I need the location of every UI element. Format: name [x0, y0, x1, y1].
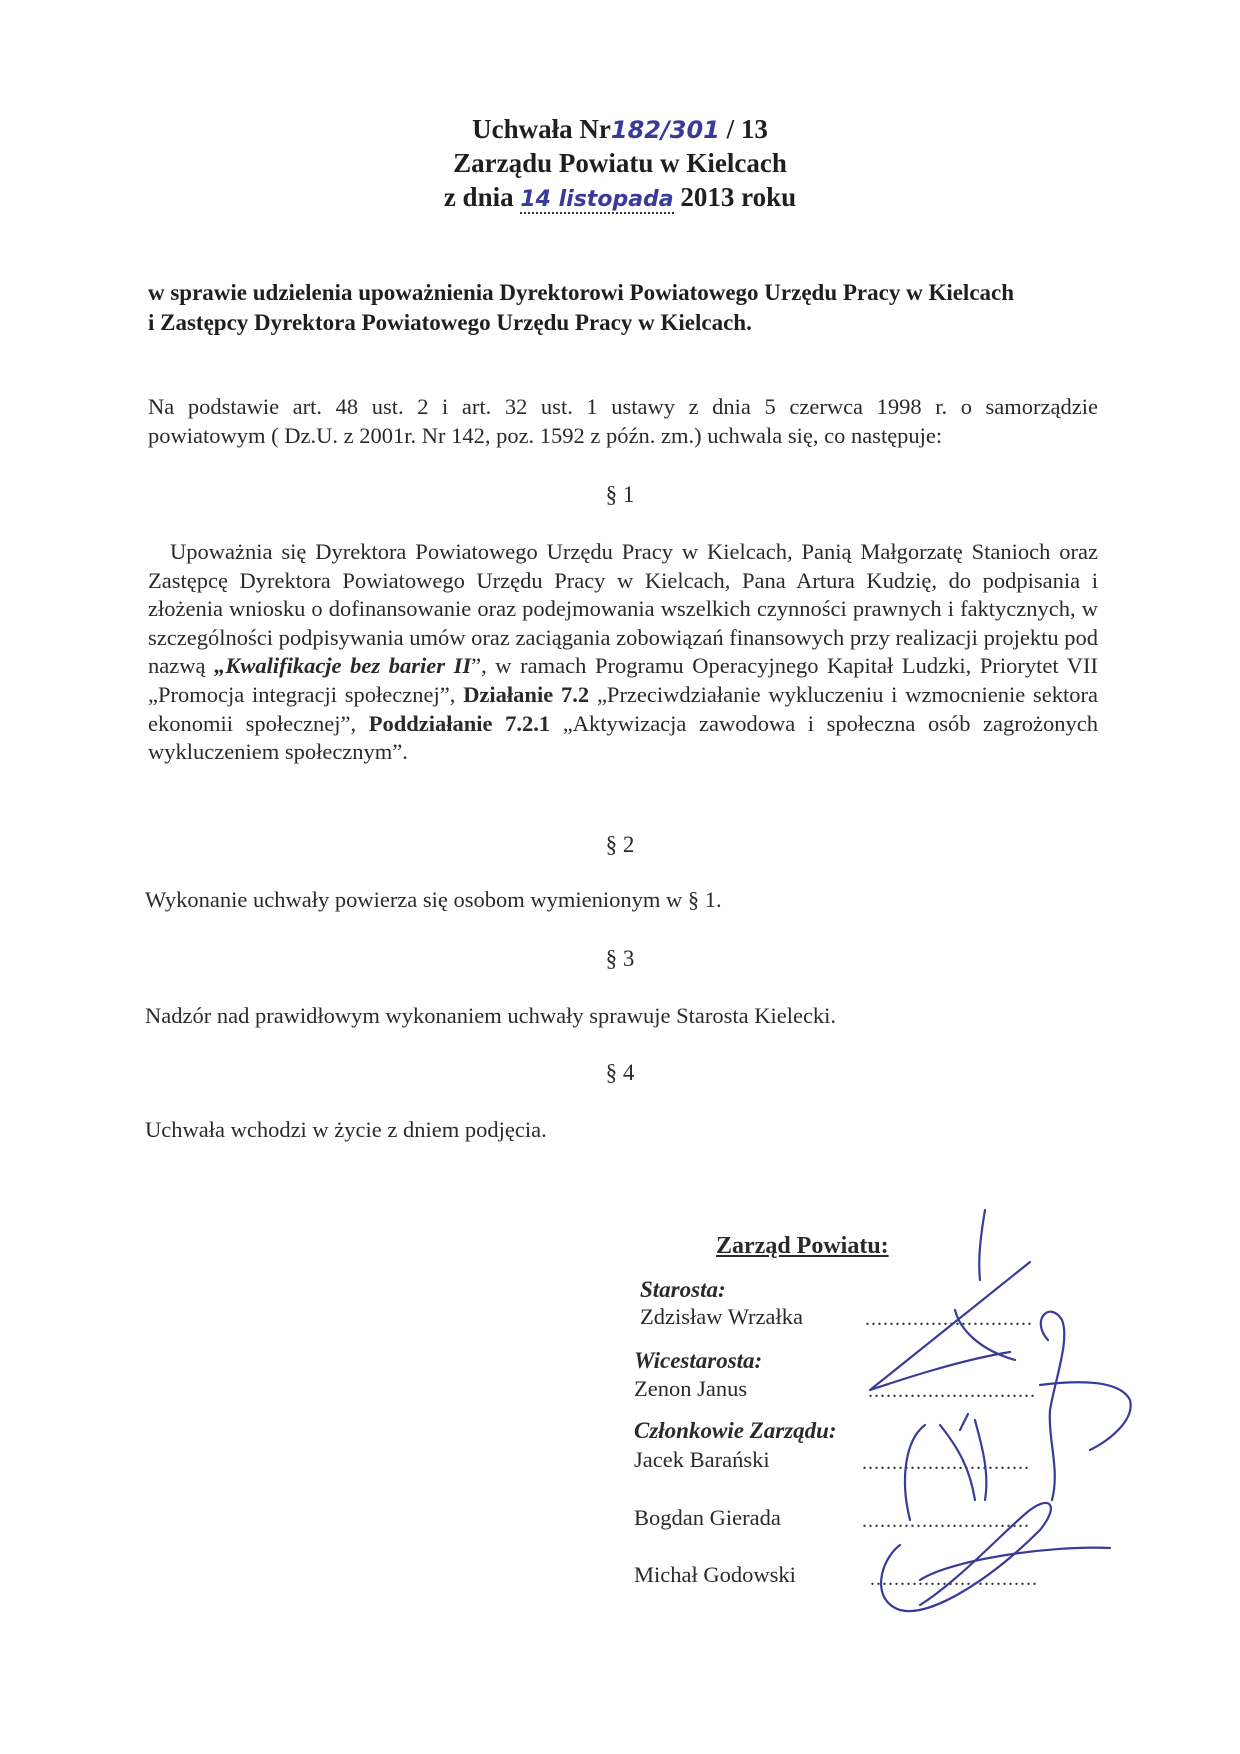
- member-3-name: Michał Godowski: [634, 1562, 796, 1587]
- wicestarosta-label: Wicestarosta:: [634, 1348, 763, 1373]
- section-1-text-a: Upoważnia się Dyrektora Powiatowego Urzędu Pracy w Kielcach, Panią Małgorzatę Stanioch oraz Zastępcę Dyrektora Powiatowego Urzędu Pracy w Kielcach, Pana Artura Kudzię, do podpisania i złożenia wniosku o dofinansowanie oraz podejmowania wszelkich czynności prawnych i faktycznych, w szczególności podpisywania umów oraz zaciągania zobowiązań finansowych przy realizacji projektu pod nazwą: [148, 539, 1098, 679]
- preamble-line-1: Na podstawie art. 48 ust. 2 i art. 32 ust. 1 ustawy z dnia 5 czerwca 1998 r. o samorządzie: [148, 394, 1098, 419]
- section-3-mark: § 3: [605, 946, 635, 971]
- member-2-signature-line: ............................: [862, 1510, 1030, 1532]
- board-members-label: Członkowie Zarządu:: [634, 1418, 837, 1443]
- date-handwritten: 14 listopada: [520, 187, 674, 212]
- resolution-number-prefix: Uchwała Nr: [472, 114, 611, 144]
- preamble-line-2: powiatowym ( Dz.U. z 2001r. Nr 142, poz. 1592 z późn. zm.) uchwala się, co następuje:: [148, 423, 943, 448]
- issuing-body-line: Zarządu Powiatu w Kielcach: [453, 148, 787, 178]
- board-heading: Zarząd Powiatu:: [716, 1233, 889, 1259]
- section-1-text-d: „Aktywizacja zawodowa i społeczna osób zagrożonych wykluczeniem społecznym”.: [148, 710, 1098, 765]
- member-1-signature: [905, 1414, 986, 1520]
- subject-line-2: i Zastępcy Dyrektora Powiatowego Urzędu Pracy w Kielcach.: [148, 310, 752, 335]
- section-2-text: Wykonanie uchwały powierza się osobom wymienionym w § 1.: [145, 887, 722, 912]
- wicestarosta-signature: [1040, 1312, 1131, 1500]
- wicestarosta-name: Zenon Janus: [634, 1376, 748, 1401]
- resolution-number-handwritten: 182/301: [610, 116, 720, 144]
- member-3-signature-line: ............................: [870, 1568, 1038, 1590]
- member-1-signature-line: ............................: [862, 1452, 1030, 1474]
- starosta-name: Zdzisław Wrzałka: [640, 1304, 803, 1329]
- member-2-signature: [881, 1503, 1051, 1611]
- starosta-signature: [870, 1210, 1030, 1390]
- section-1-text-b: ”, w ramach Programu Operacyjnego Kapitał Ludzki, Priorytet VII „Promocja integracji społecznej”,: [148, 653, 1098, 707]
- resolution-number-line: Uchwała Nr182/301 / 13: [472, 114, 768, 144]
- wicestarosta-signature-line: ............................: [868, 1380, 1036, 1402]
- section-4-mark: § 4: [605, 1060, 635, 1085]
- section-2-mark: § 2: [605, 832, 635, 857]
- starosta-signature-line: ............................: [865, 1308, 1033, 1330]
- section-1-text-c: „Przeciwdziałanie wykluczeniu i wzmocnienie sektora ekonomii społecznej”,: [148, 681, 1098, 736]
- dzialanie-label: Działanie 7.2: [463, 681, 590, 707]
- project-name: „Kwalifikacje bez barier II: [214, 653, 472, 679]
- member-1-name: Jacek Barański: [634, 1447, 770, 1472]
- date-prefix: z dnia: [443, 182, 514, 212]
- section-4-text: Uchwała wchodzi w życie z dniem podjęcia.: [145, 1117, 547, 1142]
- resolution-number-year: 13: [740, 114, 768, 144]
- member-2-name: Bogdan Gierada: [634, 1505, 781, 1530]
- starosta-label: Starosta:: [640, 1277, 726, 1302]
- subject-line-1: w sprawie udzielenia upoważnienia Dyrektorowi Powiatowego Urzędu Pracy w Kielcach: [148, 280, 1015, 305]
- poddzialanie-label: Poddziałanie 7.2.1: [368, 710, 551, 736]
- section-1-mark: § 1: [605, 482, 635, 507]
- section-3-text: Nadzór nad prawidłowym wykonaniem uchwały sprawuje Starosta Kielecki.: [145, 1003, 837, 1028]
- date-year: 2013 roku: [680, 182, 797, 212]
